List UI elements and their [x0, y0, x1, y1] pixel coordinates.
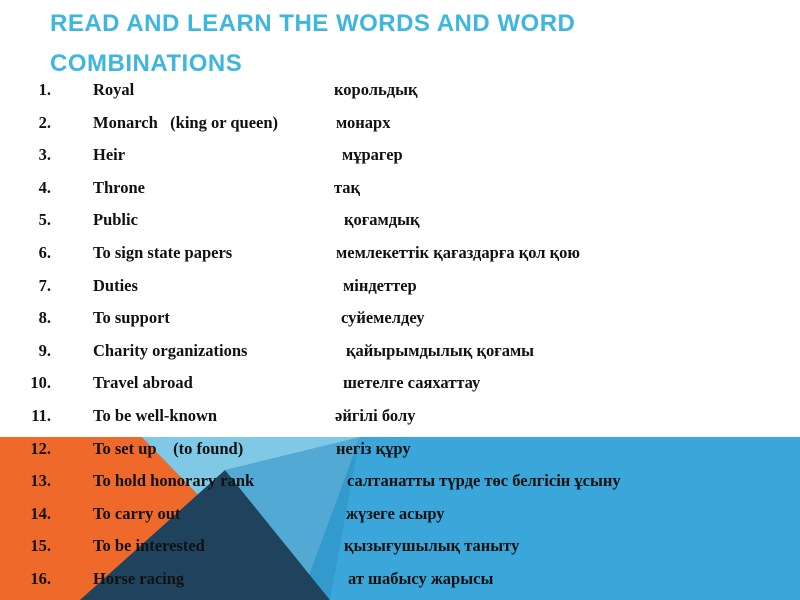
vocabulary-row	[0, 111, 800, 144]
english-term: To set up (to found)	[93, 438, 244, 458]
vocabulary-row	[0, 469, 800, 502]
row-number: 7.	[38, 275, 51, 295]
row-number: 15.	[30, 536, 51, 556]
vocabulary-row	[0, 208, 800, 241]
vocabulary-row	[0, 339, 800, 372]
english-term: To hold honorary rank	[93, 471, 255, 491]
vocabulary-row	[0, 274, 800, 307]
row-number: 2.	[38, 112, 51, 132]
vocabulary-row	[0, 306, 800, 339]
kazakh-translation: мемлекеттік қағаздарға қол қою	[336, 242, 580, 262]
kazakh-translation: шетелге саяхаттау	[343, 373, 481, 393]
english-term: To support	[93, 308, 170, 328]
kazakh-translation: ат шабысу жарысы	[348, 568, 494, 588]
kazakh-translation: қоғамдық	[344, 210, 420, 230]
kazakh-translation: қызығушылық таныту	[344, 536, 520, 556]
row-number: 16.	[30, 568, 51, 588]
kazakh-translation: әйгілі болу	[335, 405, 416, 425]
vocabulary-row	[0, 78, 800, 111]
vocabulary-row	[0, 502, 800, 535]
english-term: To be interested	[93, 536, 205, 556]
row-number: 11.	[31, 405, 51, 425]
kazakh-translation: монарх	[336, 112, 391, 132]
row-number: 3.	[38, 145, 51, 165]
kazakh-translation: суйемелдеу	[341, 308, 425, 328]
english-term: To carry out	[93, 503, 181, 523]
vocabulary-row	[0, 371, 800, 404]
row-number: 4.	[38, 177, 51, 197]
kazakh-translation: қайырымдылық қоғамы	[346, 340, 535, 360]
english-term: Travel abroad	[93, 373, 193, 393]
vocabulary-list	[0, 78, 800, 600]
slide-title: READ AND LEARN THE WORDS AND WORD COMBINATIONS	[50, 10, 576, 77]
english-term: Horse racing	[93, 568, 185, 588]
vocabulary-row	[0, 241, 800, 274]
kazakh-translation: мұрагер	[342, 145, 403, 165]
vocabulary-row	[0, 567, 800, 600]
english-term: Duties	[93, 275, 138, 295]
row-number: 9.	[38, 340, 51, 360]
kazakh-translation: жүзеге асыру	[346, 503, 445, 523]
english-term: Charity organizations	[93, 340, 248, 360]
row-number: 1.	[38, 80, 51, 99]
row-number: 8.	[38, 308, 51, 328]
english-term: Throne	[93, 177, 145, 197]
vocabulary-row	[0, 437, 800, 470]
row-number: 14.	[30, 503, 51, 523]
vocabulary-row	[0, 176, 800, 209]
row-number: 5.	[38, 210, 51, 230]
english-term: Public	[93, 210, 138, 230]
kazakh-translation: салтанатты түрде төс белгісін ұсыну	[347, 471, 621, 491]
row-number: 6.	[38, 242, 51, 262]
english-term: Monarch (king or queen)	[93, 112, 279, 132]
row-number: 13.	[30, 471, 51, 491]
kazakh-translation: негіз құру	[336, 438, 411, 458]
kazakh-translation: корольдық	[334, 80, 418, 99]
vocabulary-row	[0, 143, 800, 176]
vocabulary-row	[0, 534, 800, 567]
row-number: 12.	[30, 438, 51, 458]
english-term: To sign state papers	[93, 242, 233, 262]
english-term: Royal	[93, 80, 135, 99]
english-term: To be well-known	[93, 405, 218, 425]
kazakh-translation: тақ	[334, 177, 361, 197]
kazakh-translation: міндеттер	[343, 275, 417, 295]
row-number: 10.	[30, 373, 51, 393]
english-term: Heir	[93, 145, 126, 165]
vocabulary-row	[0, 404, 800, 437]
